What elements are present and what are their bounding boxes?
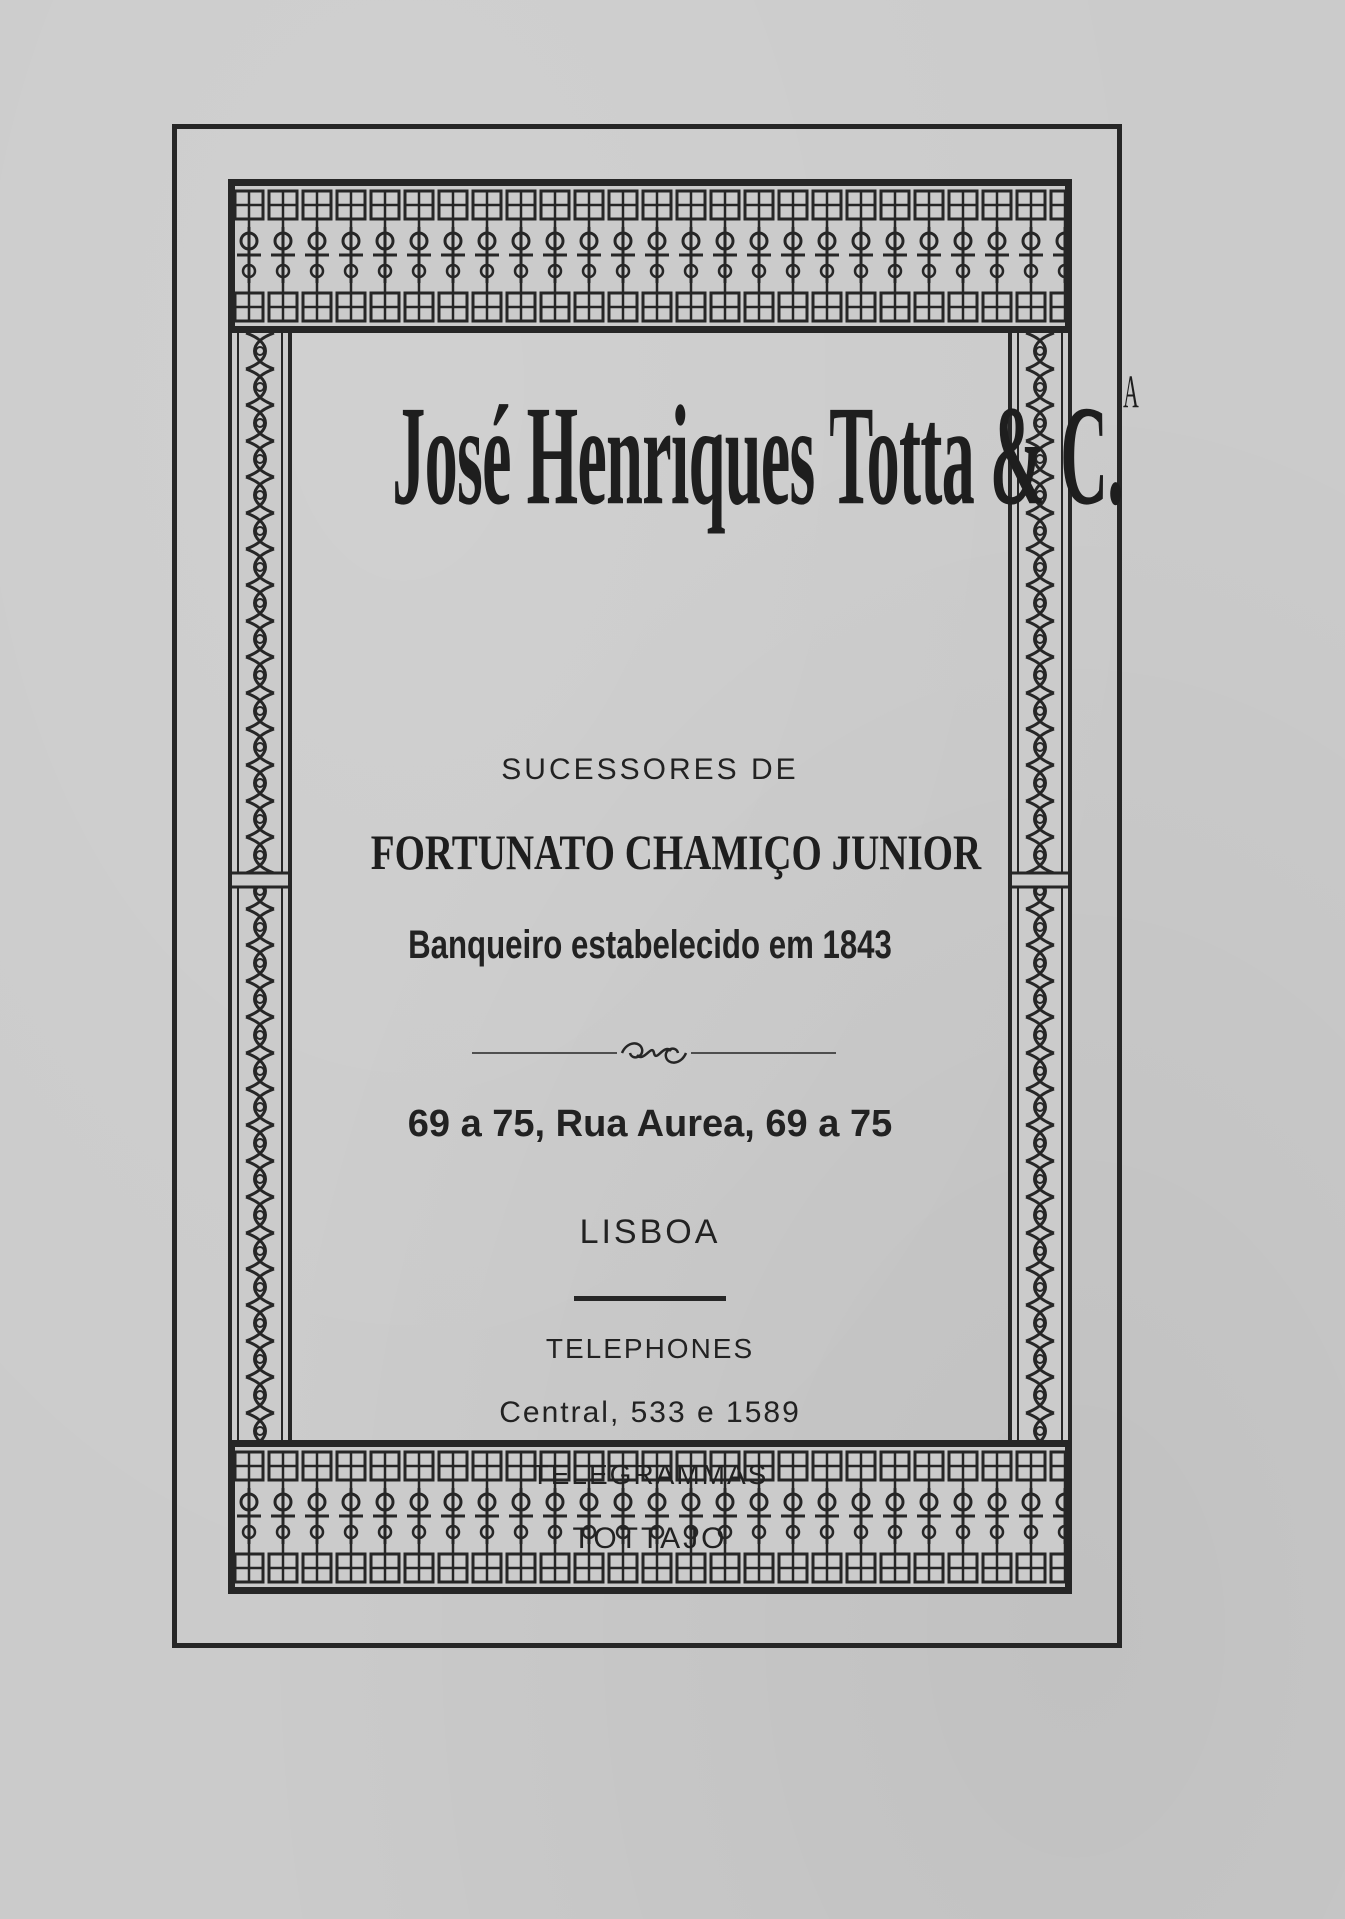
section-rule xyxy=(574,1296,726,1301)
telephone-numbers: Central, 533 e 1589 xyxy=(499,1396,801,1429)
top-ornament-band xyxy=(232,183,1068,333)
predecessor-name: FORTUNATO CHAMIÇO JUNIOR xyxy=(370,824,982,880)
successors-label: SUCESSORES DE xyxy=(501,753,799,786)
city-name: LISBOA xyxy=(579,1213,721,1251)
firm-name xyxy=(392,366,1139,537)
telephones-heading: TELEPHONES xyxy=(545,1333,755,1364)
scroll-divider-icon xyxy=(472,1033,836,1073)
left-ornament-column xyxy=(232,333,292,1440)
firm-name-text: José Henriques Totta & C. xyxy=(392,376,1124,535)
firm-name-superscript: A xyxy=(1123,366,1139,418)
advertisement-content xyxy=(292,333,1139,1555)
established-line: Banqueiro estabelecido em 1843 xyxy=(408,923,892,967)
ornamental-border xyxy=(228,179,1139,1594)
street-address: 69 a 75, Rua Aurea, 69 a 75 xyxy=(407,1103,893,1145)
telegram-code: TOTTAJO xyxy=(572,1522,728,1555)
telegrams-heading: TELEGRAMMAS xyxy=(531,1459,769,1490)
